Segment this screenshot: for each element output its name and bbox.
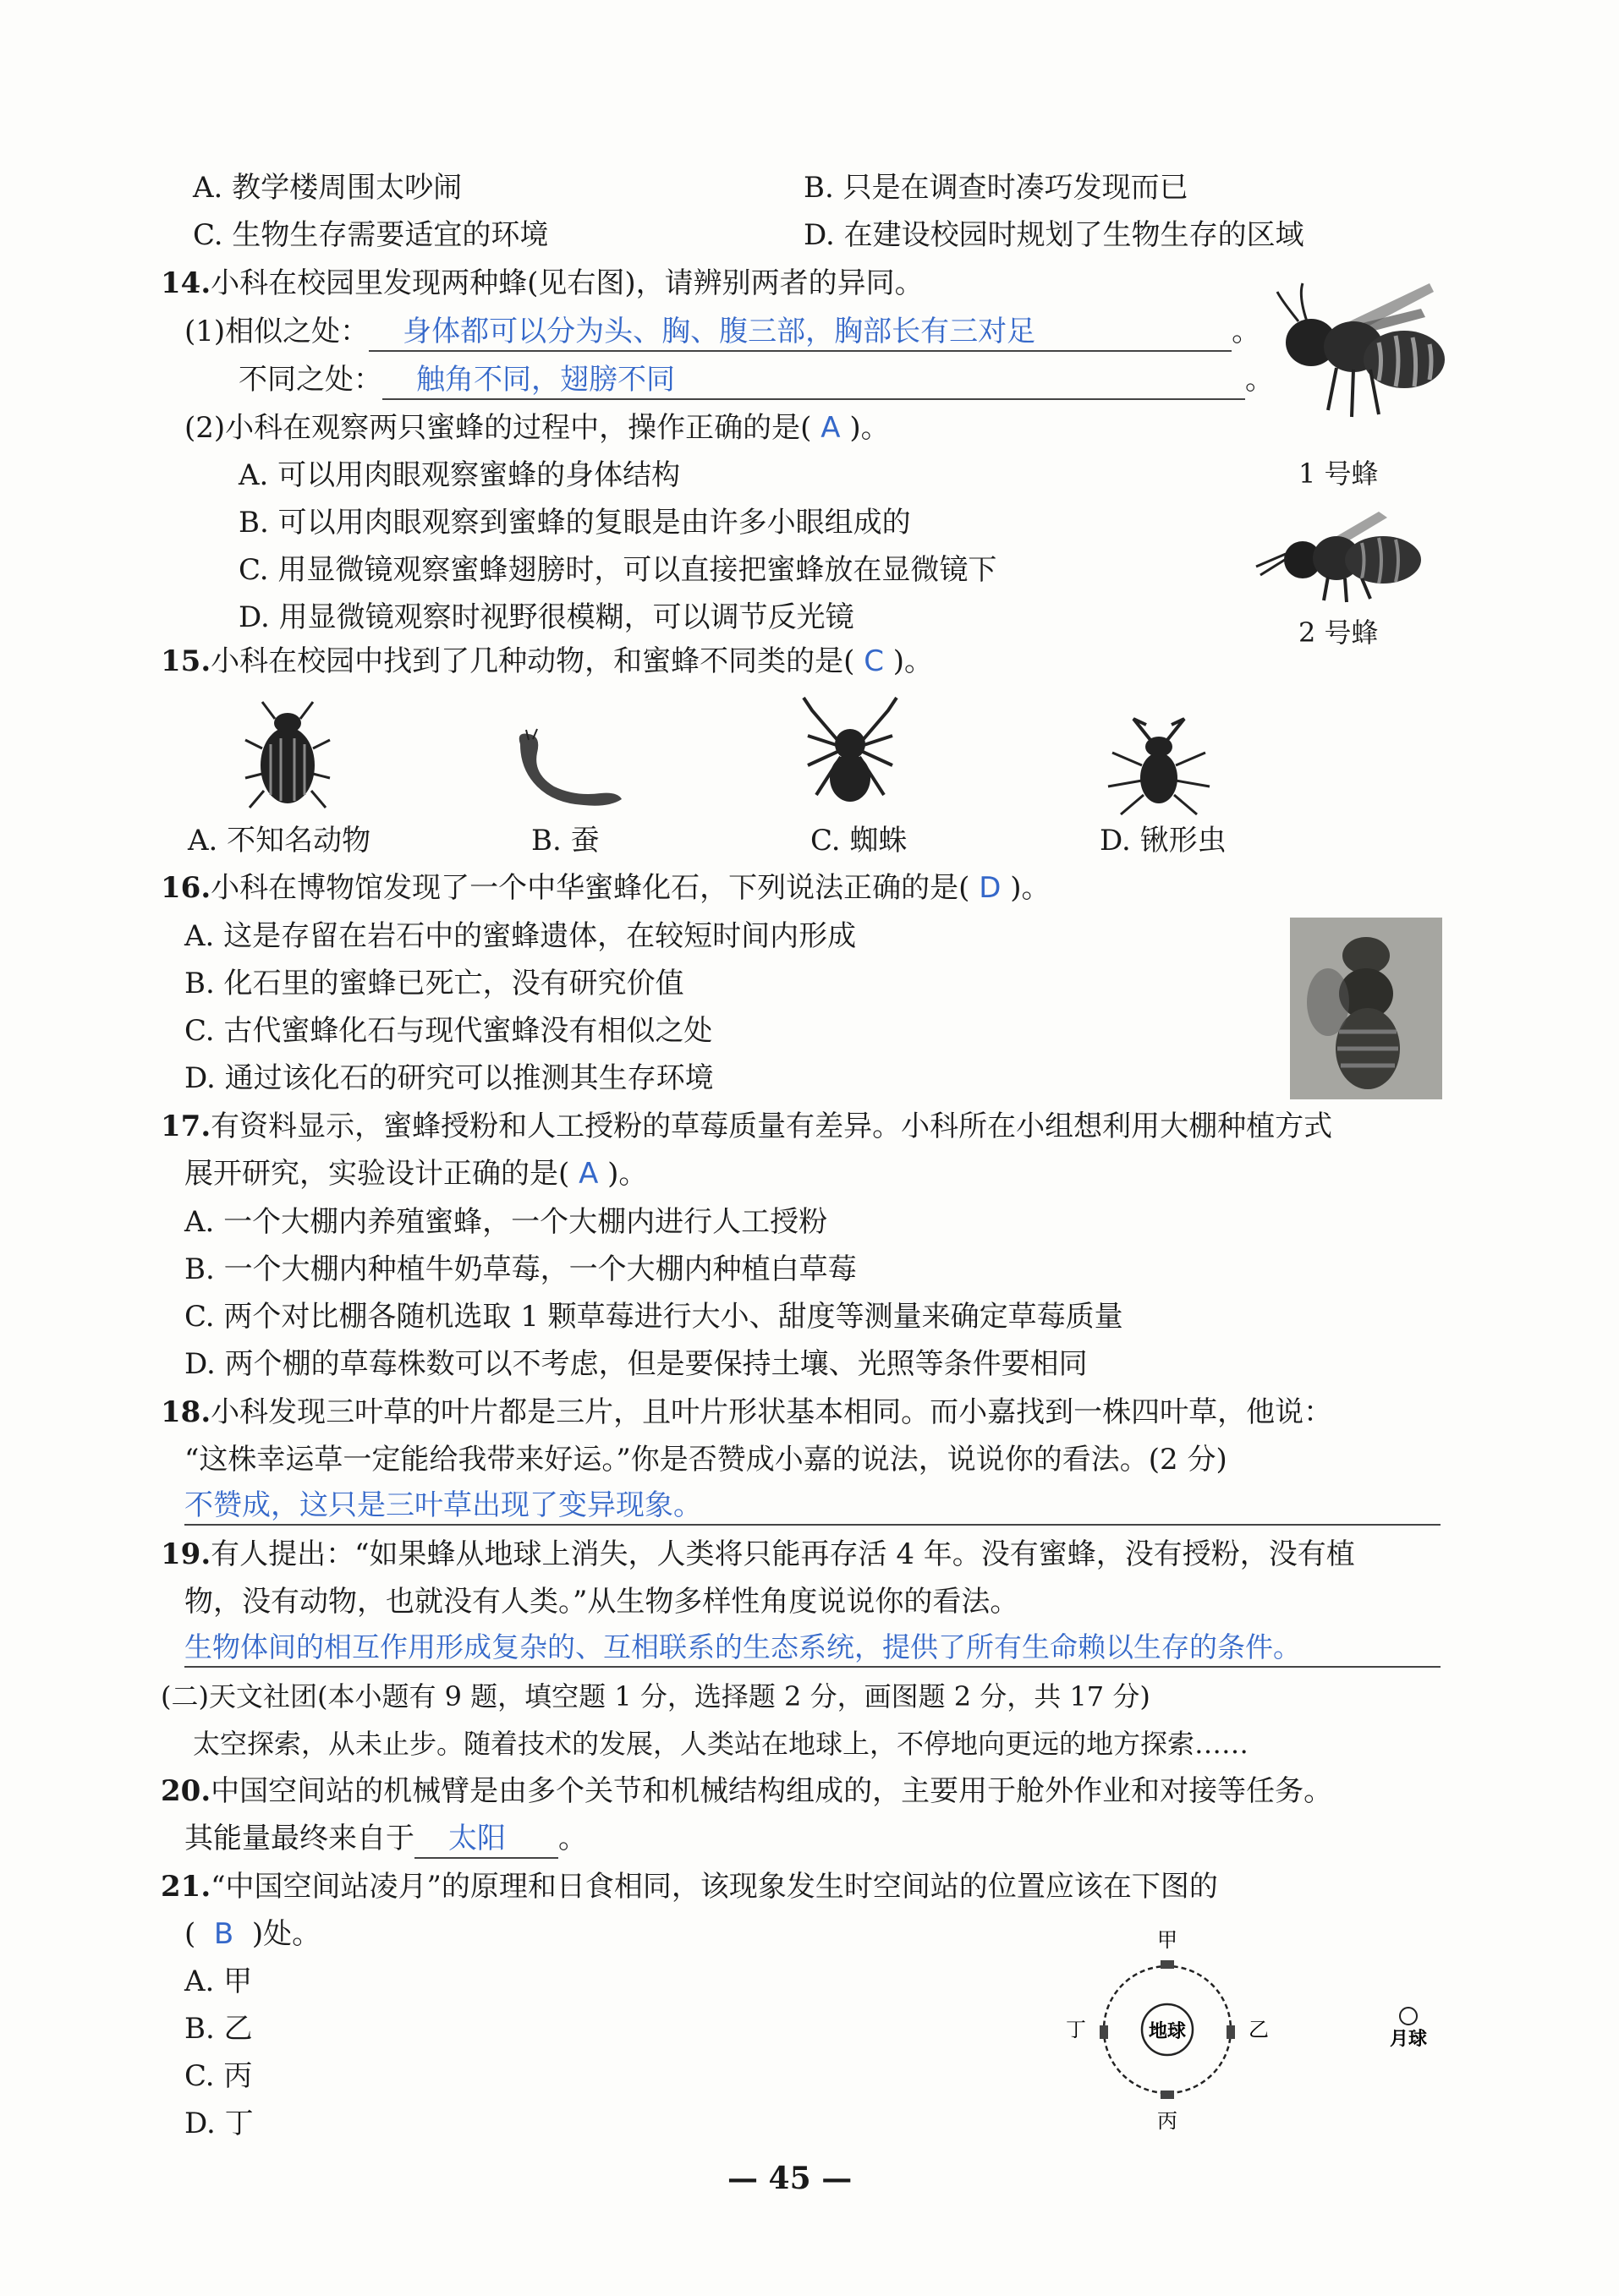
q13-option-d: D. 在建设校园时规划了生物生存的区域 (804, 218, 1304, 252)
question-text: 中国空间站的机械臂是由多个关节和机械结构组成的，主要用于舱外作业和对接等任务。 (211, 1774, 1333, 1808)
q18-answer[interactable]: 不赞成，这只是三叶草出现了变异现象。 (184, 1487, 1441, 1526)
question-18-line1 (161, 1394, 1332, 1431)
question-text-end: )。 (892, 644, 934, 678)
q16-option-b: B. 化石里的蜜蜂已死亡，没有研究价值 (184, 967, 684, 1000)
period: 。 (1232, 315, 1261, 348)
q14-option-c: C. 用显微镜观察蜜蜂翅膀时，可以直接把蜜蜂放在显微镜下 (239, 553, 997, 587)
position-ding: 丁 (1066, 2018, 1086, 2041)
q14-option-b: B. 可以用肉眼观察到蜜蜂的复眼是由许多小眼组成的 (239, 506, 911, 540)
question-number: 16. (161, 871, 211, 905)
q13-option-c: C. 生物生存需要适宜的环境 (193, 218, 549, 252)
question-text: 其能量最终来自于 (184, 1822, 414, 1855)
q21-option-c: C. 丙 (184, 2059, 253, 2093)
q15-option-b: B. 蚕 (531, 824, 600, 858)
bee-1-icon (1260, 275, 1446, 427)
period: 。 (1245, 363, 1274, 397)
moon-icon (1400, 2008, 1417, 2025)
q15-option-a: A. 不知名动物 (188, 824, 371, 858)
question-20-line2 (184, 1820, 587, 1859)
question-17-line2 (184, 1155, 647, 1192)
bee-2-icon (1252, 507, 1438, 609)
q16-option-d: D. 通过该化石的研究可以推测其生存环境 (184, 1061, 714, 1095)
question-text: 小科在博物馆发现了一个中华蜜蜂化石，下列说法正确的是( (211, 871, 970, 905)
section-2-title: (二)天文社团(本小题有 9 题，填空题 1 分，选择题 2 分，画图题 2 分，共 17 分) (161, 1680, 1150, 1712)
bee-2-caption: 2 号蜂 (1298, 616, 1379, 649)
position-bing: 丙 (1157, 2109, 1177, 2133)
bee-fossil-image (1290, 918, 1442, 1099)
difference-answer[interactable]: 触角不同，翅膀不同 (382, 361, 1245, 400)
q14-option-d: D. 用显微镜观察时视野很模糊，可以调节反光镜 (239, 600, 854, 634)
silkworm-icon (508, 727, 626, 812)
question-number: 19. (161, 1537, 211, 1571)
question-number: 14. (161, 266, 211, 300)
q13-option-b: B. 只是在调查时凑巧发现而已 (804, 171, 1188, 205)
sub2-text: (2)小科在观察两只蜜蜂的过程中，操作正确的是( (184, 411, 812, 445)
q16-option-a: A. 这是存留在岩石中的蜜蜂遗体，在较短时间内形成 (184, 919, 857, 953)
spider-icon (804, 693, 897, 820)
q20-answer[interactable]: 太阳 (414, 1820, 558, 1859)
beetle-icon (245, 698, 330, 816)
question-text-end: )。 (1010, 871, 1051, 905)
question-19-line1 (161, 1536, 1355, 1573)
bee-1-caption: 1 号蜂 (1298, 458, 1379, 490)
q17-option-c: C. 两个对比棚各随机选取 1 颗草莓进行大小、甜度等测量来确定草莓质量 (184, 1300, 1123, 1334)
question-16-stem (161, 869, 1051, 907)
stag-beetle-icon (1100, 715, 1218, 816)
question-text: 小科在校园中找到了几种动物，和蜜蜂不同类的是( (211, 644, 855, 678)
q16-option-c: C. 古代蜜蜂化石与现代蜜蜂没有相似之处 (184, 1014, 713, 1048)
station-bottom-icon (1161, 2091, 1174, 2099)
station-left-icon (1100, 2025, 1108, 2039)
question-text: 展开研究，实验设计正确的是( (184, 1157, 570, 1191)
question-15-stem (161, 643, 933, 680)
question-text: ( (184, 1917, 196, 1951)
q14-similarity-line (184, 313, 1260, 352)
q21-option-b: B. 乙 (184, 2012, 253, 2046)
q16-answer[interactable]: D (979, 871, 1002, 905)
question-21-line2 (184, 1915, 321, 1953)
question-text: 有人提出：“如果蜂从地球上消失，人类将只能再存活 4 年。没有蜜蜂，没有授粉，没有植 (211, 1537, 1355, 1571)
section-2-intro: 太空探索，从未止步。随着技术的发展，人类站在地球上，不停地向更远的地方探索…… (193, 1728, 1249, 1760)
page-number: — 45 — (727, 2161, 853, 2196)
question-text-end: )。 (607, 1157, 648, 1191)
similarity-label: (1)相似之处： (184, 315, 370, 348)
station-right-icon (1227, 2025, 1235, 2039)
q14-option-a: A. 可以用肉眼观察蜜蜂的身体结构 (239, 458, 681, 492)
question-17-line1 (161, 1108, 1332, 1145)
question-21-line1 (161, 1868, 1218, 1905)
q13-option-a: A. 教学楼周围太吵闹 (193, 171, 463, 205)
similarity-answer[interactable]: 身体都可以分为头、胸、腹三部，胸部长有三对足 (369, 313, 1232, 352)
position-yi: 乙 (1249, 2018, 1269, 2041)
earth-label: 地球 (1148, 2021, 1187, 2042)
sub2-answer[interactable]: A (820, 411, 841, 445)
page-number-value: 45 (768, 2161, 811, 2196)
difference-label: 不同之处： (239, 363, 382, 397)
q21-answer[interactable]: B (213, 1917, 234, 1951)
moon-label: 月球 (1389, 2029, 1428, 2050)
question-text-end: 。 (558, 1822, 587, 1855)
question-18-line2: “这株幸运草一定能给我带来好运。”你是否赞成小嘉的说法，说说你的看法。(2 分) (184, 1443, 1227, 1477)
q14-sub2-stem (184, 409, 890, 447)
q15-option-d: D. 锹形虫 (1100, 824, 1227, 858)
question-number: 15. (161, 644, 211, 678)
sub2-text-end: )。 (849, 411, 890, 445)
question-number: 20. (161, 1774, 211, 1808)
position-jia: 甲 (1157, 1928, 1177, 1952)
q21-option-d: D. 丁 (184, 2107, 254, 2140)
question-14-stem (161, 265, 924, 302)
q17-answer[interactable]: A (579, 1157, 599, 1191)
q17-option-b: B. 一个大棚内种植牛奶草莓，一个大棚内种植白草莓 (184, 1252, 857, 1286)
question-20-line1 (161, 1773, 1332, 1810)
q17-option-a: A. 一个大棚内养殖蜜蜂，一个大棚内进行人工授粉 (184, 1205, 828, 1239)
question-text: 小科在校园里发现两种蜂(见右图)，请辨别两者的异同。 (211, 266, 924, 300)
station-top-icon (1161, 1960, 1174, 1969)
question-number: 21. (161, 1870, 211, 1904)
q19-answer[interactable]: 生物体间的相互作用形成复杂的、互相联系的生态系统，提供了所有生命赖以生存的条件。 (184, 1629, 1441, 1668)
q14-difference-line (239, 361, 1274, 400)
question-19-line2: 物，没有动物，也就没有人类。”从生物多样性角度说说你的看法。 (184, 1585, 1019, 1619)
q15-answer[interactable]: C (864, 644, 884, 678)
orbit-diagram (1066, 1928, 1455, 2131)
q21-option-a: A. 甲 (184, 1964, 253, 1998)
q15-option-c: C. 蜘蛛 (810, 824, 908, 858)
question-number: 18. (161, 1395, 211, 1429)
question-text: 小科发现三叶草的叶片都是三片，且叶片形状基本相同。而小嘉找到一株四叶草，他说： (211, 1395, 1333, 1429)
question-text: “中国空间站凌月”的原理和日食相同，该现象发生时空间站的位置应该在下图的 (211, 1870, 1218, 1904)
question-number: 17. (161, 1110, 211, 1143)
q17-option-d: D. 两个棚的草莓株数可以不考虑，但是要保持土壤、光照等条件要相同 (184, 1347, 1088, 1381)
question-text: 有资料显示，蜜蜂授粉和人工授粉的草莓质量有差异。小科所在小组想利用大棚种植方式 (211, 1110, 1333, 1143)
question-text-end: )处。 (251, 1917, 321, 1951)
